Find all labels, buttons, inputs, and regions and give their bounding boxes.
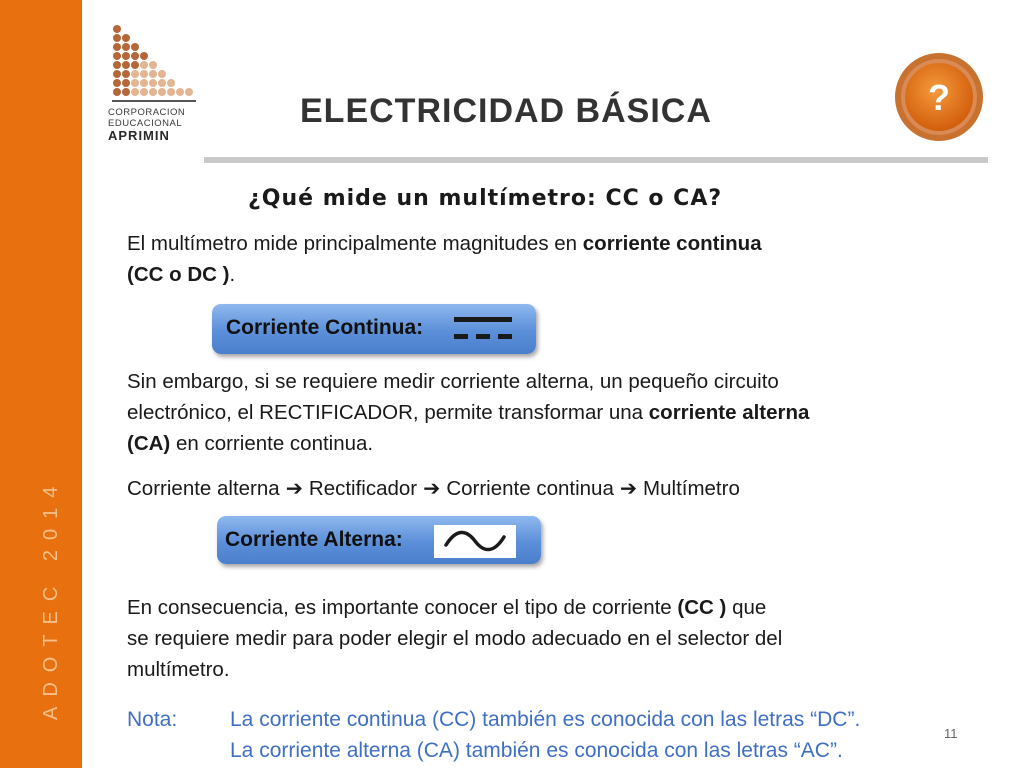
- conversion-flow: [127, 476, 740, 501]
- para1-bold: corriente continua (CC o DC ): [127, 232, 762, 286]
- para2-bold: corriente alterna (CA): [127, 401, 810, 455]
- flow-step-4: Multímetro: [643, 477, 740, 500]
- para2-text: Sin embargo, si se requiere medir corriente alterna, un pequeño circuito electrónico, el RECTIFICADOR, permite transformar una: [127, 370, 779, 424]
- paragraph-2: [127, 366, 817, 459]
- flow-step-1: Corriente alterna: [127, 477, 280, 500]
- para3-bold: (CC ): [677, 596, 727, 619]
- dc-symbol-icon: [452, 314, 514, 344]
- badge-symbol: ?: [928, 77, 950, 118]
- question-badge-icon: [890, 50, 988, 144]
- arrow-right-icon: ➔: [619, 477, 638, 500]
- ac-sine-icon: [434, 525, 516, 558]
- para1-text: El multímetro mide principalmente magnitudes en: [127, 232, 583, 255]
- para3-end: que se requiere medir para poder elegir el modo adecuado en el selector del multímetro.: [127, 596, 783, 681]
- flow-step-3: Corriente continua: [446, 477, 614, 500]
- sidebar-vertical-text: ADOTEC 2014: [40, 476, 62, 720]
- note-line-1: La corriente continua (CC) también es conocida con las letras “DC”.: [230, 708, 861, 731]
- page-title: ELECTRICIDAD BÁSICA: [300, 92, 712, 130]
- page-number: 11: [944, 726, 958, 741]
- logo-dots-icon: [108, 24, 200, 104]
- logo: [108, 24, 200, 149]
- ac-symbol-box: [434, 525, 516, 558]
- para3-text: En consecuencia, es importante conocer el tipo de corriente: [127, 596, 678, 619]
- para1-end: .: [229, 263, 236, 286]
- dc-current-pill: [212, 304, 536, 354]
- header-divider: [204, 157, 988, 163]
- ac-current-pill: [217, 516, 541, 564]
- paragraph-1: [127, 228, 787, 290]
- dc-pill-label: Corriente Continua:: [226, 316, 424, 339]
- logo-line2: EDUCACIONAL: [108, 118, 183, 129]
- para2-end: en corriente continua.: [170, 432, 374, 455]
- slide-subtitle: ¿Qué mide un multímetro: CC o CA?: [248, 186, 723, 211]
- flow-step-2: Rectificador: [308, 477, 418, 500]
- logo-line1: CORPORACION: [108, 107, 186, 118]
- ac-pill-label: Corriente Alterna:: [225, 528, 403, 551]
- note-label: Nota:: [127, 708, 178, 731]
- arrow-right-icon: ➔: [423, 477, 441, 500]
- arrow-right-icon: ➔: [285, 477, 303, 500]
- paragraph-3: [127, 592, 787, 685]
- logo-brand: APRIMIN: [108, 128, 170, 143]
- note-line-2: La corriente alterna (CA) también es conocida con las letras “AC”.: [230, 739, 843, 762]
